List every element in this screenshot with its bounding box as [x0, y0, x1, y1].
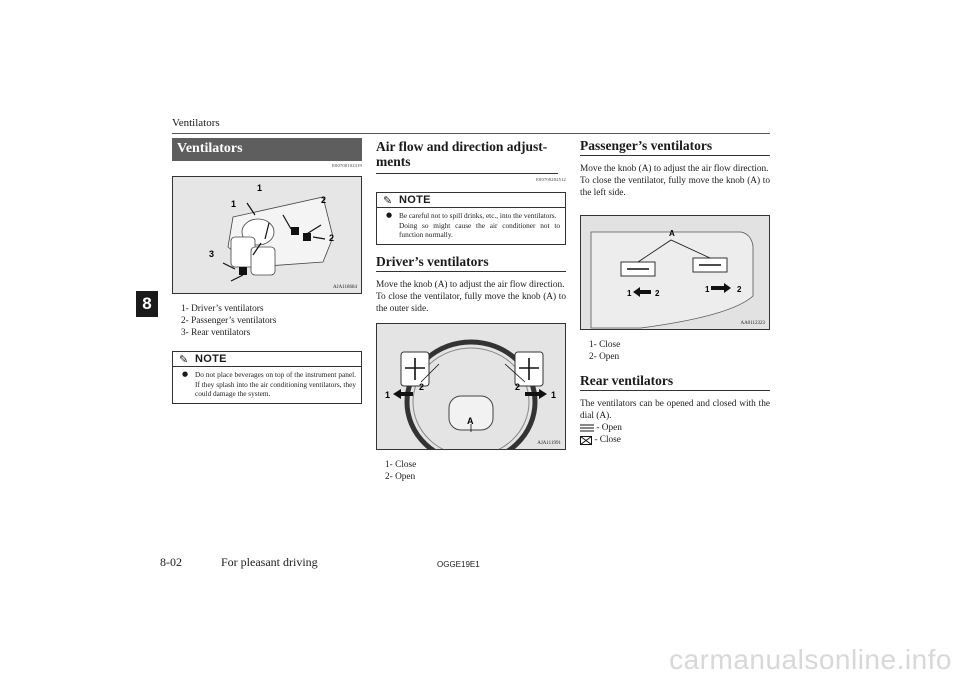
callout-2b: 2 — [329, 233, 335, 243]
ventilator-legend — [181, 303, 362, 339]
model-code: OGGE19E1 — [437, 560, 480, 569]
close-symbol-icon — [580, 436, 592, 445]
note-body — [173, 367, 361, 403]
note-box — [376, 192, 566, 245]
note-text: Be careful not to spill drinks, etc., into the ventilators. — [399, 211, 557, 220]
note-pen-icon: ✎ — [179, 354, 189, 366]
figure-label: AA0112323 — [740, 320, 765, 326]
legend-item: 2- Passenger’s ventilators — [181, 316, 277, 326]
rear-open-item — [580, 422, 770, 434]
open-label: - Open — [596, 423, 622, 434]
note-title: NOTE — [399, 194, 431, 206]
callout-1-right: 1 — [551, 390, 557, 401]
chapter-tab: 8 — [136, 291, 158, 317]
rear-heading: Rear ventilators — [580, 373, 770, 391]
callout-2-left: 2 — [655, 288, 660, 298]
bullet-icon: ● — [386, 211, 393, 219]
rear-close-item — [580, 434, 770, 446]
section-heading: Air flow and direction adjustments — [376, 139, 558, 174]
passenger-legend — [589, 339, 770, 363]
note-pen-icon: ✎ — [383, 195, 393, 207]
column-ventilators — [172, 138, 362, 404]
page-number: 8-02 — [160, 555, 182, 569]
body-text: Move the knob (A) to adjust the air flow direction. — [376, 279, 565, 290]
callout-1b: 1 — [231, 199, 237, 209]
watermark: carmanualsonline.info — [669, 644, 952, 675]
legend-item: 2- Open — [385, 472, 416, 483]
running-head: Ventilators — [172, 117, 220, 129]
column-air-flow — [376, 138, 566, 483]
body-text: The ventilators can be opened and closed with the dial (A). — [580, 398, 770, 421]
callout-2-right: 2 — [737, 284, 742, 294]
section-code: E00700102319 — [332, 163, 362, 168]
dashboard-illustration — [173, 177, 361, 293]
column-passenger-rear — [580, 138, 770, 446]
open-symbol-icon — [580, 424, 594, 432]
ventilator-layout-figure — [172, 176, 362, 294]
callout-1a: 1 — [257, 183, 263, 193]
header-rule — [172, 133, 770, 134]
passenger-dash-illustration — [581, 216, 769, 329]
callout-2-left: 2 — [419, 382, 425, 393]
note-header — [173, 352, 361, 367]
callout-a: A — [467, 416, 474, 427]
figure-label: AJA111991 — [537, 441, 561, 447]
body-text: Move the knob (A) to adjust the air flow direction. — [580, 164, 769, 174]
figure-label: AJA118684 — [333, 285, 357, 290]
driver-ventilator-figure — [376, 323, 566, 450]
callout-1-left: 1 — [385, 390, 391, 401]
close-label: - Close — [594, 435, 621, 446]
subheading: Driver’s ventilators — [376, 254, 566, 272]
note-body — [377, 208, 565, 244]
callout-1-left: 1 — [627, 288, 632, 298]
legend-item: 1- Driver’s ventilators — [181, 304, 264, 314]
note-title: NOTE — [195, 353, 227, 365]
callout-2a: 2 — [321, 195, 327, 205]
section-name: For pleasant driving — [221, 555, 318, 569]
section-code: E00700202512 — [536, 177, 566, 182]
note-text: Doing so might cause the air conditioner not to function normally. — [399, 220, 560, 240]
legend-item: 3- Rear ventilators — [181, 328, 251, 338]
driver-legend — [385, 459, 566, 483]
note-text: Do not place beverages on top of the instrument panel. If they splash into the air conditioning ventilators, they could damage the system. — [195, 370, 356, 399]
passenger-ventilator-figure — [580, 215, 770, 330]
note-box — [172, 351, 362, 404]
legend-item: 1- Close — [589, 339, 621, 350]
body-text: To close the ventilator, fully move the knob (A) to the outer side. — [376, 291, 566, 315]
callout-a: A — [669, 228, 675, 238]
callout-2-right: 2 — [515, 382, 521, 393]
legend-item: 1- Close — [385, 460, 417, 471]
body-text: To close the ventilator, fully move the knob (A) to the left side. — [580, 176, 770, 199]
callout-3: 3 — [209, 249, 215, 259]
note-header — [377, 193, 565, 208]
subheading: Passenger’s ventilators — [580, 138, 770, 156]
callout-1-right: 1 — [705, 284, 710, 294]
legend-item: 2- Open — [589, 351, 620, 362]
bullet-icon: ● — [182, 370, 189, 378]
steering-wheel-illustration — [377, 324, 565, 449]
section-title: Ventilators — [172, 138, 362, 161]
